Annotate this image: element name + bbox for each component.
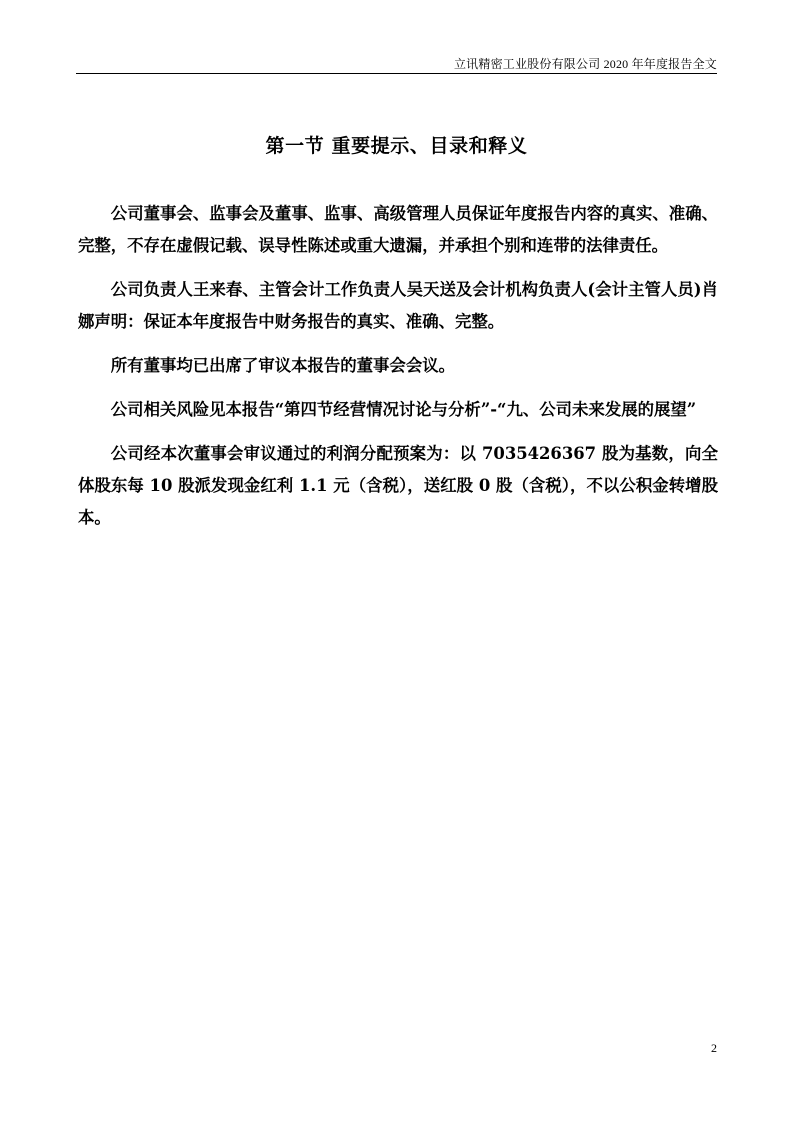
running-header: 立讯精密工业股份有限公司 2020 年年度报告全文 [453,57,717,71]
page-number: 2 [711,1041,717,1055]
paragraph-board-guarantee: 公司董事会、监事会及董事、监事、高级管理人员保证年度报告内容的真实、准确、完整，不存在虚假记载、误导性陈述或重大遗漏，并承担个别和连带的法律责任。 [78,204,718,255]
paragraph-directors-attendance: 所有董事均已出席了审议本报告的董事会会议。 [110,356,455,375]
paragraph-officers-statement: 公司负责人王来春、主管会计工作负责人吴天送及会计机构负责人(会计主管人员)肖娜声明：保证本年度报告中财务报告的真实、准确、完整。 [78,280,718,331]
section-title: 第一节 重要提示、目录和释义 [265,135,528,157]
paragraph-profit-distribution: 公司经本次董事会审议通过的利润分配预案为：以 7035426367 股为基数，向全体股东每 10 股派发现金红利 1.1 元（含税），送红股 0 股（含税），不以公积金转增股本。 [78,444,718,527]
body-text [78,198,718,546]
paragraph-risk-reference: 公司相关风险见本报告“第四节经营情况讨论与分析”-“九、公司未来发展的展望” [110,400,697,419]
header-divider [76,73,717,74]
